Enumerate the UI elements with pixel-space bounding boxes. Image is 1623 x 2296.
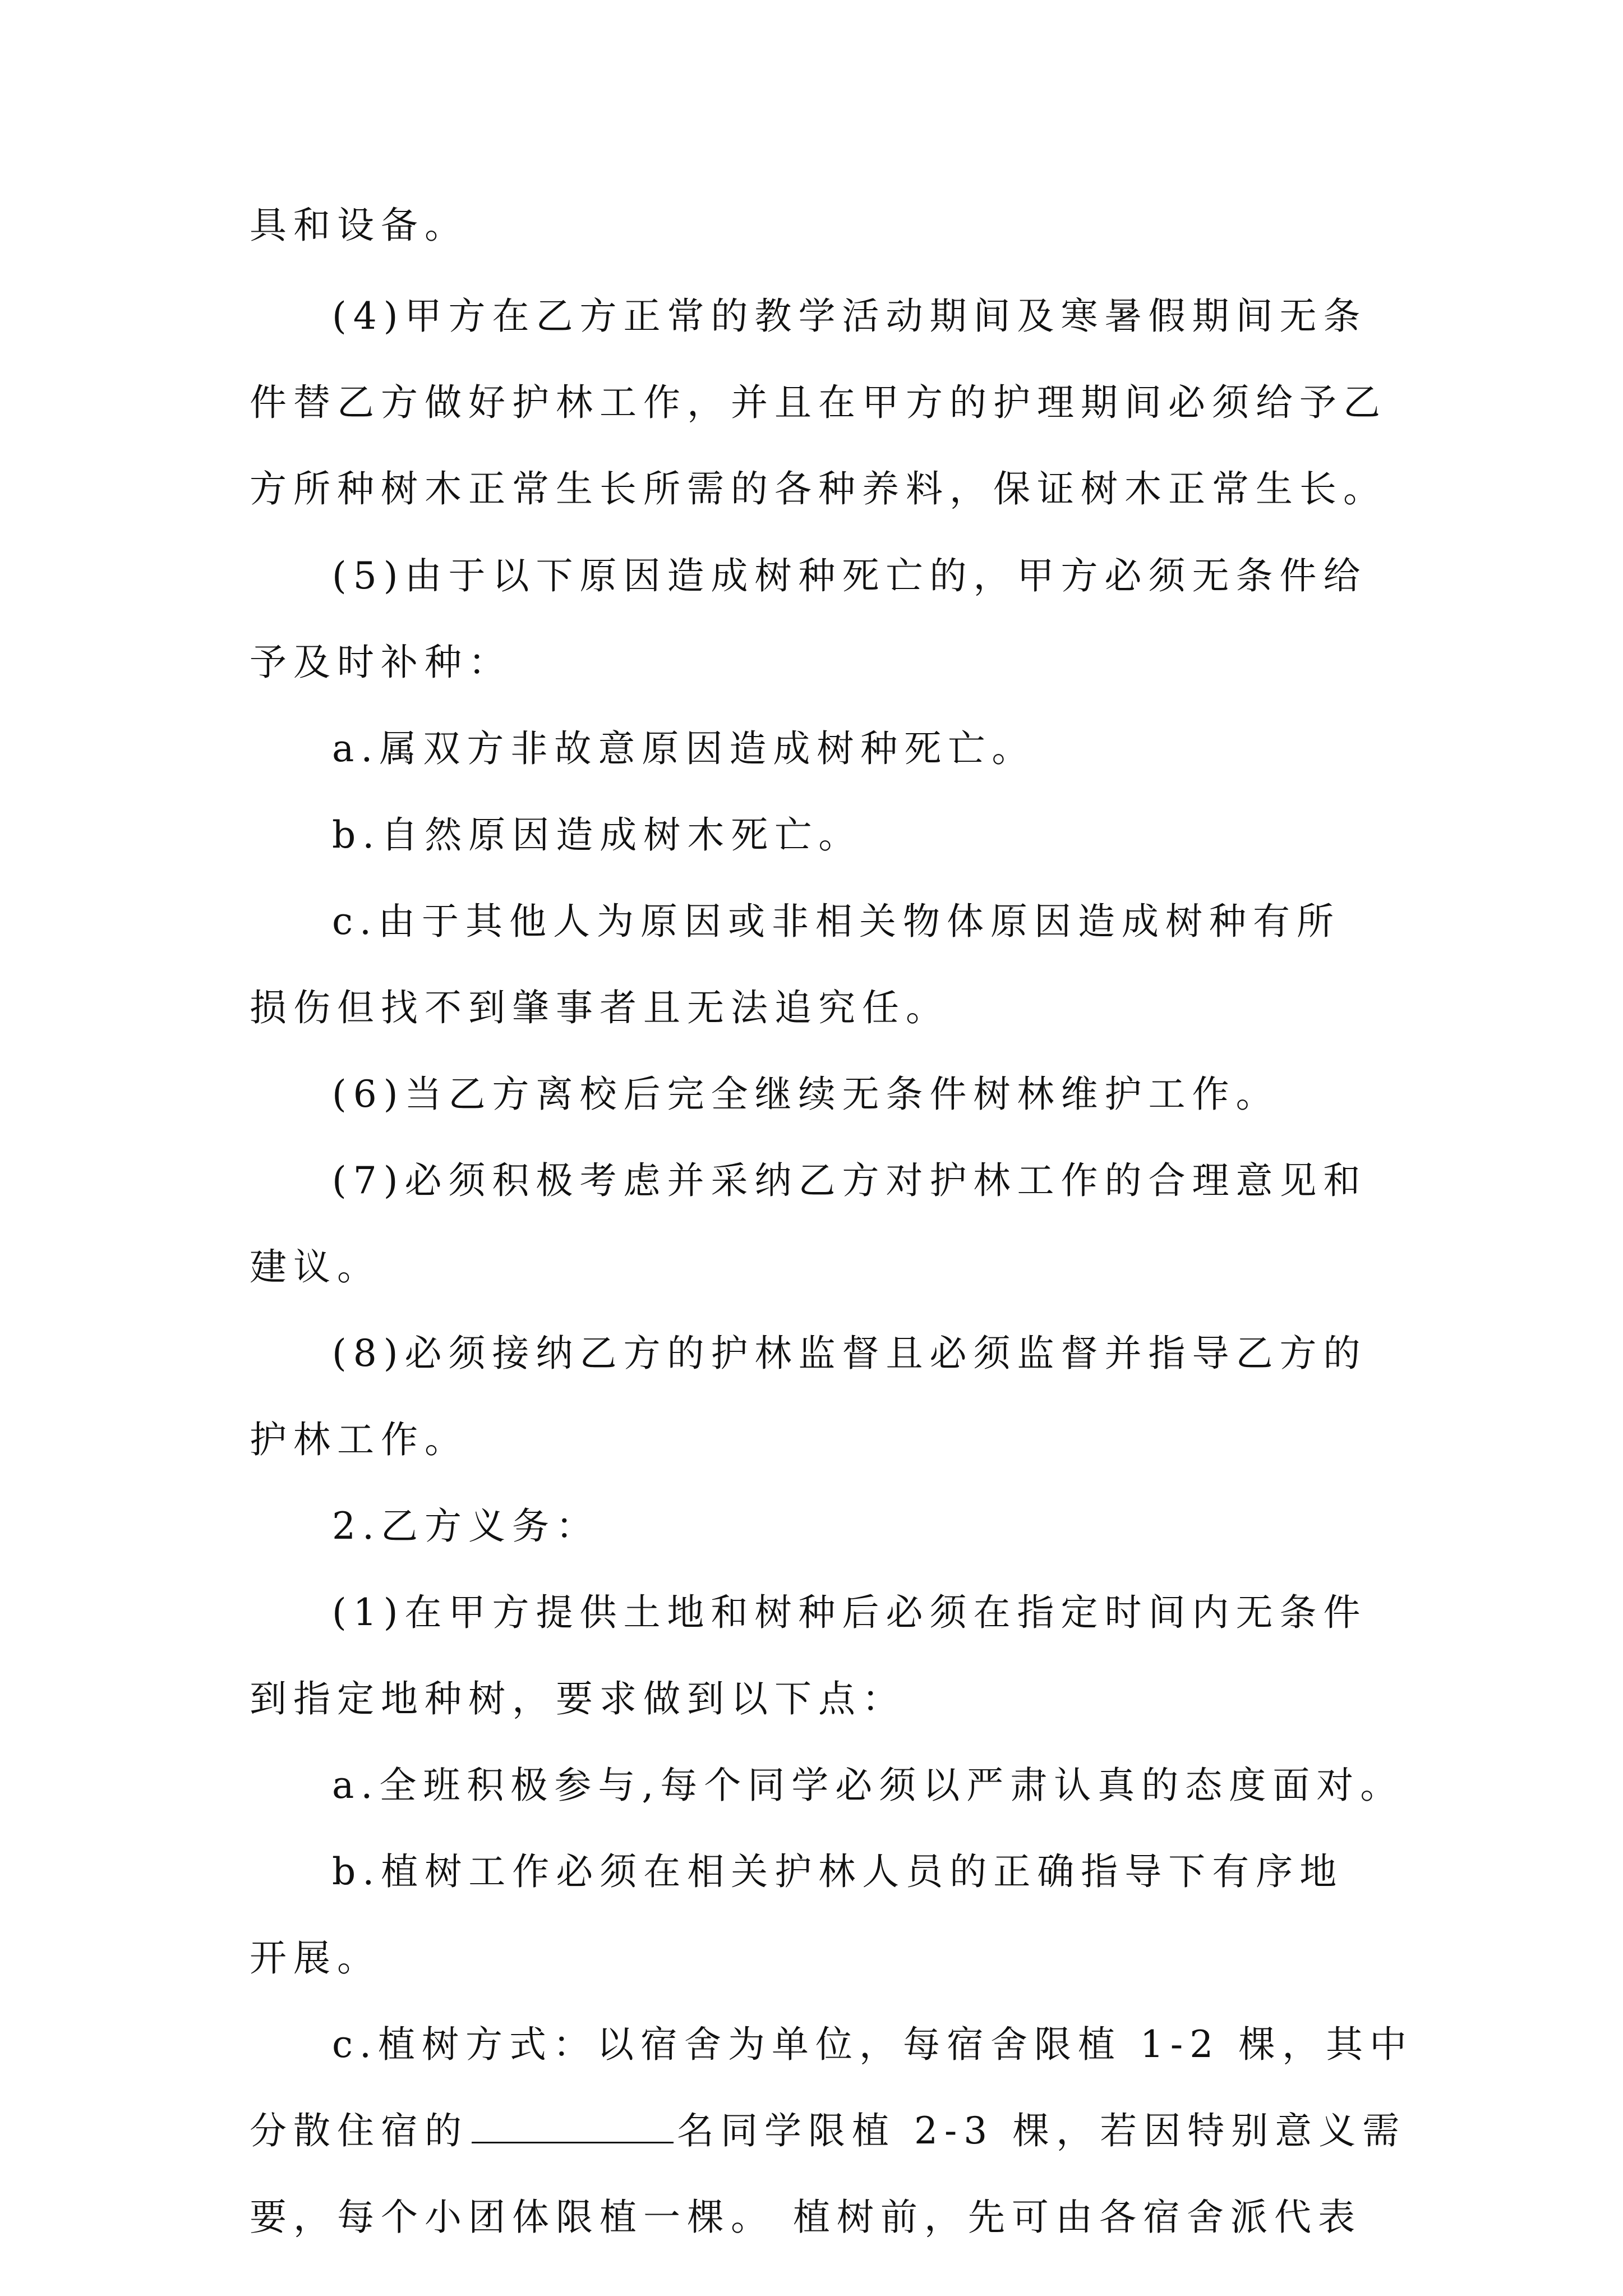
text-line-4: 方所种树木正常生长所需的各种养料，保证树木正常生长。 (250, 467, 1387, 510)
text-line-5: (5)由于以下原因造成树种死亡的，甲方必须无条件给 (332, 554, 1367, 597)
text-line-20: b.植树工作必须在相关护林人员的正确指导下有序地 (332, 1850, 1344, 1893)
text-line-12: (7)必须积极考虑并采纳乙方对护林工作的合理意见和 (332, 1159, 1367, 1202)
text-line-17: (1)在甲方提供土地和树种后必须在指定时间内无条件 (332, 1591, 1367, 1634)
blank-line-suffix: 名同学限植 2-3 棵，若因特别意义需 (677, 2109, 1407, 2152)
fill-in-blank (472, 2109, 674, 2143)
text-line-7: a.属双方非故意原因造成树种死亡。 (332, 727, 1036, 770)
text-line-14: (8)必须接纳乙方的护林监督且必须监督并指导乙方的 (332, 1332, 1367, 1375)
text-line-8: b.自然原因造成树木死亡。 (332, 813, 863, 857)
text-line-23 (250, 2108, 1406, 2155)
text-line-9: c.由于其他人为原因或非相关物体原因造成树种有所 (332, 900, 1340, 943)
text-line-19: a.全班积极参与,每个同学必须以严肃认真的态度面对。 (332, 1764, 1404, 1807)
text-line-6: 予及时补种： (250, 641, 512, 684)
text-line-3: 件替乙方做好护林工作，并且在甲方的护理期间必须给予乙 (250, 381, 1387, 424)
text-line-22: c.植树方式：以宿舍为单位，每宿舍限植 1-2 棵，其中 (332, 2023, 1414, 2066)
text-line-18: 到指定地种树，要求做到以下点： (250, 1677, 906, 1720)
text-line-1: 具和设备。 (250, 204, 468, 247)
text-line-15: 护林工作。 (250, 1418, 468, 1461)
text-line-11: (6)当乙方离校后完全继续无条件树林维护工作。 (332, 1073, 1280, 1116)
text-line-24: 要，每个小团体限植一棵。 植树前，先可由各宿舍派代表 (250, 2196, 1362, 2239)
text-line-16: 2.乙方义务： (332, 1504, 600, 1548)
blank-line-prefix: 分散住宿的 (250, 2109, 468, 2152)
text-line-21: 开展。 (250, 1936, 381, 1980)
text-line-13: 建议。 (250, 1245, 381, 1289)
text-line-2: (4)甲方在乙方正常的教学活动期间及寒暑假期间无条 (332, 295, 1367, 338)
text-line-10: 损伤但找不到肇事者且无法追究任。 (250, 986, 949, 1029)
